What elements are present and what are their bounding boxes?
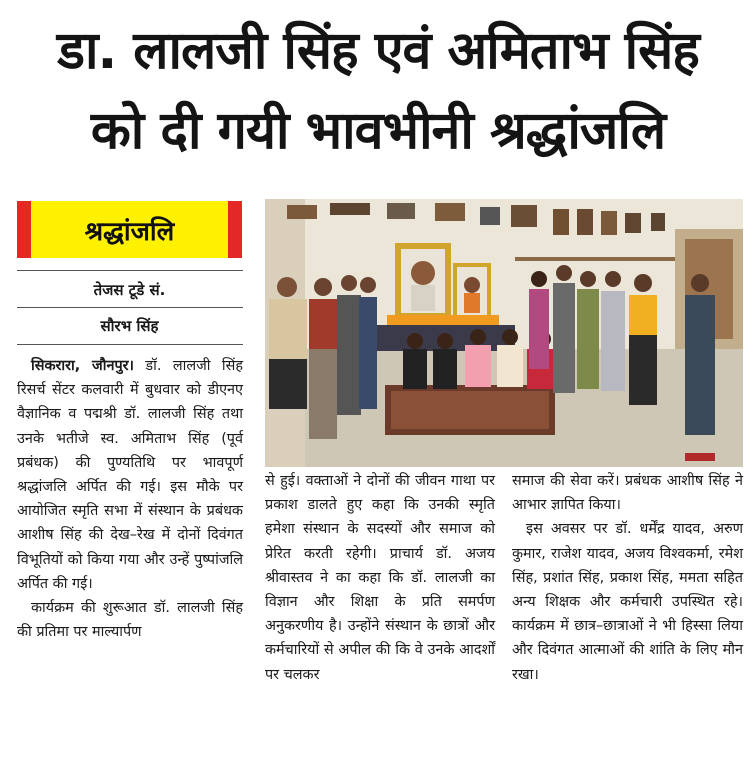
col1-paragraph-1: डॉ. लालजी सिंह रिसर्च सेंटर कलवारी में बुधवार को डीएनए वैज्ञानिक व पद्मश्री डॉ. लालजी सिंह तथा उनके भतीजे स्व. अमिताभ सिंह (पूर्व प्रबंधक) की पुण्यतिथि पर भावपूर्ण श्रद्धांजलि अर्पित की गई। इस मौके पर आयोजित स्मृति सभा में संस्थान के प्रबंधक आशीष सिंह की देख–रेख में दोनों दिवंगत विभूतियों को किया गया और उन्हें पुष्पांजलि अर्पित की गई।	[17, 358, 243, 592]
byline-agency: तेजस टूडे सं.	[93, 281, 166, 299]
col1-paragraph-2: कार्यक्रम की शुरूआत डॉ. लालजी सिंह की प्रतिमा पर माल्यार्पण	[17, 600, 243, 641]
headline-line-1: डा. लालजी सिंह एवं अमिताभ सिंह	[57, 21, 699, 81]
rule-top	[17, 270, 243, 271]
dateline: सिकरारा, जौनपुर।	[31, 358, 134, 374]
photo-icon	[265, 199, 743, 467]
event-photo	[265, 199, 743, 467]
byline-reporter: सौरभ सिंह	[100, 317, 159, 335]
col3-paragraph-2: इस अवसर पर डॉ. धर्मेंद्र यादव, अरुण कुमार, राजेश यादव, अजय विश्वकर्मा, रमेश सिंह, प्रशांत सिंह, प्रकाश सिंह, ममता सहित अन्य शिक्षक और कर्मचारी उपस्थित रहे। कार्यक्रम में छात्र–छात्राओं ने भी हिस्सा लिया और दिवंगत आत्माओं की शांति के लिए मौन रखा।	[512, 521, 743, 683]
article-column-2	[265, 469, 495, 687]
rule-mid	[17, 307, 243, 308]
article-column-3	[512, 469, 743, 687]
col3-paragraph-1: समाज की सेवा करें। प्रबंधक आशीष सिंह ने आभार ज्ञापित किया।	[512, 473, 743, 514]
headline-line-2: को दी गयी भावभीनी श्रद्धांजलि	[90, 101, 666, 161]
section-tag: श्रद्धांजलि	[17, 201, 242, 258]
article-column-1	[17, 354, 243, 644]
col2-paragraph-1: से हुई। वक्ताओं ने दोनों की जीवन गाथा पर प्रकाश डालते हुए कहा कि उनकी स्मृति हमेशा संस्थान के सदस्यों और समाज को प्रेरित करती रहेगी। प्राचार्य डॉ. अजय श्रीवास्तव ने का कहा कि डॉ. लालजी का विज्ञान और शिक्षा के प्रति समर्पण अनुकरणीय है। उन्होंने संस्थान के छात्रों और कर्मचारियों से अपील की कि वे उनके आदर्शों पर चलकर	[265, 473, 495, 683]
rule-bottom	[17, 344, 243, 345]
